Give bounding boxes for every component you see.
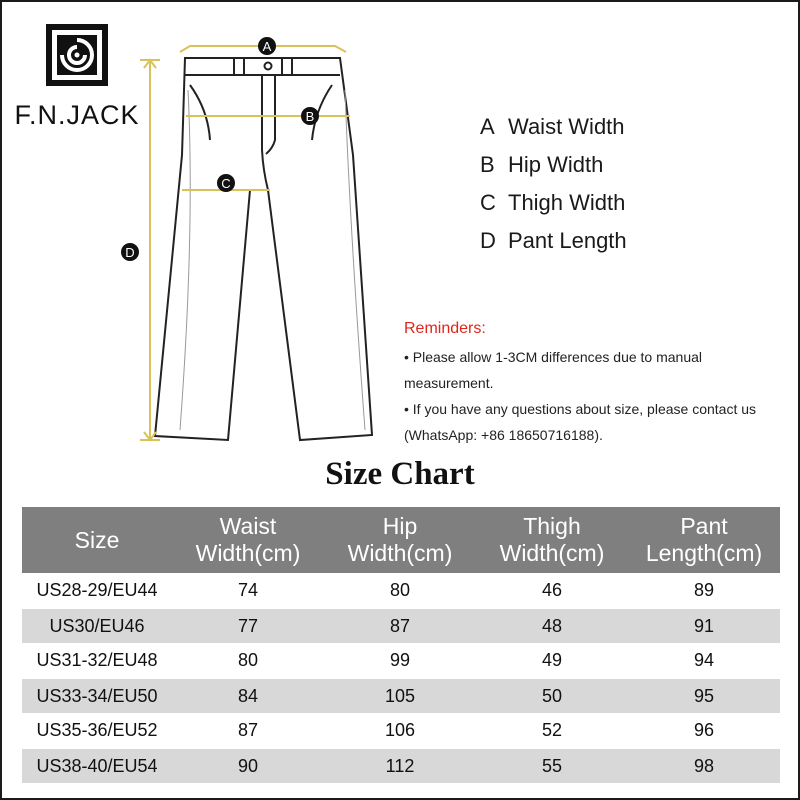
reminder-line: measurement.	[404, 375, 494, 391]
header-thigh: Thigh Width(cm)	[476, 507, 628, 573]
thigh-cell: 49	[541, 649, 563, 670]
size-table	[22, 507, 780, 783]
hip-cell: 87	[324, 608, 476, 643]
table-row	[22, 608, 780, 643]
thigh-cell: 55	[476, 748, 628, 783]
thigh-cell: 52	[541, 719, 563, 740]
marker-c-label: C	[221, 176, 231, 191]
measure-marker-c	[217, 174, 235, 192]
size-cell: US33-34/EU50	[22, 678, 172, 713]
reminders-block	[404, 316, 794, 448]
marker-b-label: B	[305, 109, 315, 124]
header-length: Pant Length(cm)	[628, 507, 780, 573]
table-row	[22, 678, 780, 713]
size-cell: US30/EU46	[22, 608, 172, 643]
legend-item-thigh	[480, 188, 627, 226]
reminder-line: • If you have any questions about size, please contact us	[404, 401, 757, 417]
marker-d-label: D	[125, 245, 135, 260]
size-chart-title: Size Chart	[325, 456, 475, 492]
table-row	[22, 713, 780, 748]
length-cell: 94	[693, 649, 715, 670]
measure-marker-d	[121, 243, 139, 261]
hip-cell: 112	[324, 748, 476, 783]
table-row	[22, 573, 780, 608]
legend-item-hip	[480, 150, 627, 188]
waist-cell: 74	[237, 579, 259, 600]
waist-cell: 77	[172, 608, 324, 643]
hip-cell: 106	[384, 719, 416, 740]
waist-cell: 80	[237, 649, 259, 670]
legend-item-length	[480, 226, 627, 264]
table-row	[22, 748, 780, 783]
legend-letter: A	[480, 114, 495, 139]
pants-diagram	[110, 30, 400, 450]
thigh-cell: 46	[541, 579, 563, 600]
swirl-logo-icon	[46, 24, 108, 86]
header-hip: Hip Width(cm)	[324, 507, 476, 573]
size-cell: US28-29/EU44	[36, 579, 158, 600]
waist-cell: 87	[237, 719, 259, 740]
length-cell: 98	[628, 748, 780, 783]
reminder-line: • Please allow 1-3CM differences due to manual	[404, 349, 703, 365]
measure-marker-b	[301, 107, 319, 125]
hip-cell: 105	[324, 678, 476, 713]
brand-name: F.N.JACK	[14, 100, 140, 130]
marker-a-label: A	[262, 39, 272, 54]
legend-letter: C	[480, 190, 496, 215]
thigh-cell: 50	[476, 678, 628, 713]
measure-marker-a	[258, 37, 276, 55]
legend-letter: B	[480, 152, 495, 177]
thigh-cell: 48	[476, 608, 628, 643]
reminder-line: (WhatsApp: +86 18650716188).	[404, 427, 603, 443]
hip-cell: 80	[389, 579, 411, 600]
reminders-title: Reminders:	[404, 320, 486, 337]
legend-text: Thigh Width	[508, 190, 626, 215]
hip-cell: 99	[389, 649, 411, 670]
length-cell: 95	[628, 678, 780, 713]
pants-shading	[180, 90, 365, 430]
legend-letter: D	[480, 228, 496, 253]
legend-text: Pant Length	[508, 228, 627, 253]
waist-cell: 84	[172, 678, 324, 713]
measurement-legend	[480, 112, 627, 264]
size-cell: US35-36/EU52	[36, 719, 158, 740]
header-waist: Waist Width(cm)	[172, 507, 324, 573]
legend-text: Hip Width	[508, 152, 604, 177]
legend-text: Waist Width	[508, 114, 625, 139]
size-cell: US38-40/EU54	[22, 748, 172, 783]
size-cell: US31-32/EU48	[36, 649, 158, 670]
legend-item-waist	[480, 112, 627, 150]
table-row	[22, 643, 780, 678]
header-size: Size	[22, 507, 172, 573]
length-cell: 89	[693, 579, 715, 600]
length-cell: 96	[693, 719, 715, 740]
table-header-row	[22, 507, 780, 573]
length-cell: 91	[628, 608, 780, 643]
waist-cell: 90	[172, 748, 324, 783]
